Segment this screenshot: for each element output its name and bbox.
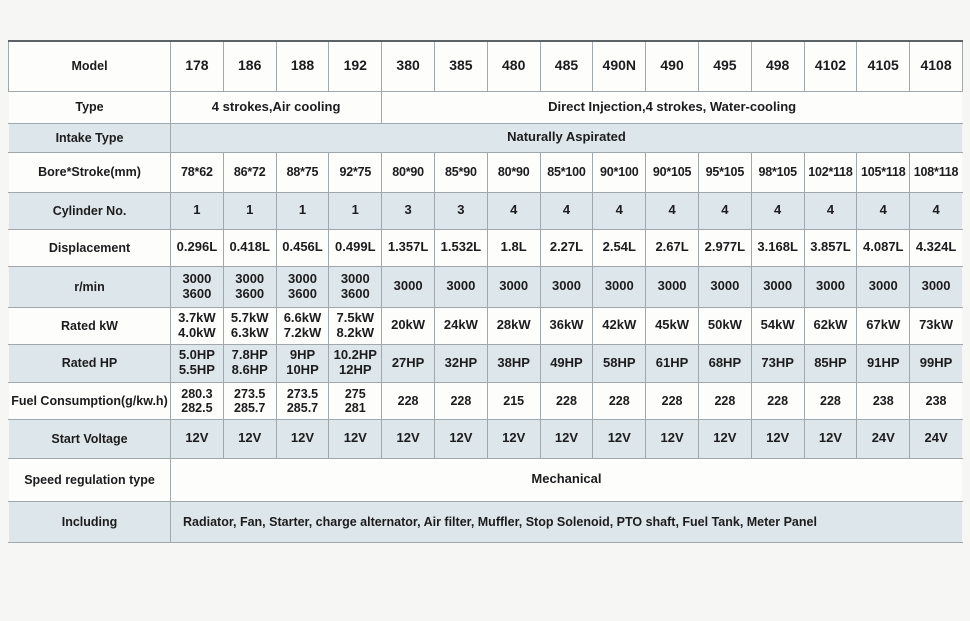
cell-start-voltage-9: 12V: [646, 419, 699, 458]
cell-model-6: 480: [487, 41, 540, 91]
row-label-speed-regulation-type: Speed regulation type: [9, 458, 171, 501]
cell-rated-hp-1: 7.8HP 8.6HP: [223, 344, 276, 382]
table-row-start-voltage: [9, 419, 963, 458]
cell-r-min-10: 3000: [698, 266, 751, 307]
cell-model-1: 186: [223, 41, 276, 91]
table-row-fuel-consumption-g-kw-h: [9, 382, 963, 419]
cell-model-12: 4102: [804, 41, 857, 91]
row-label-displacement: Displacement: [9, 229, 171, 266]
cell-start-voltage-7: 12V: [540, 419, 593, 458]
table-row-cylinder-no: [9, 192, 963, 229]
cell-bore-stroke-mm-0: 78*62: [171, 152, 224, 192]
cell-start-voltage-3: 12V: [329, 419, 382, 458]
cell-rated-kw-5: 24kW: [434, 307, 487, 344]
cell-rated-kw-0: 3.7kW 4.0kW: [171, 307, 224, 344]
cell-start-voltage-1: 12V: [223, 419, 276, 458]
cell-rated-hp-10: 68HP: [698, 344, 751, 382]
row-label-cylinder-no: Cylinder No.: [9, 192, 171, 229]
cell-fuel-consumption-g-kw-h-14: 238: [910, 382, 963, 419]
cell-fuel-consumption-g-kw-h-12: 228: [804, 382, 857, 419]
cell-rated-hp-13: 91HP: [857, 344, 910, 382]
cell-r-min-8: 3000: [593, 266, 646, 307]
cell-fuel-consumption-g-kw-h-0: 280.3 282.5: [171, 382, 224, 419]
cell-bore-stroke-mm-9: 90*105: [646, 152, 699, 192]
row-label-fuel-consumption-g-kw-h: Fuel Consumption(g/kw.h): [9, 382, 171, 419]
cell-type-1: Direct Injection,4 strokes, Water-cooling: [382, 91, 963, 123]
row-label-bore-stroke-mm: Bore*Stroke(mm): [9, 152, 171, 192]
cell-fuel-consumption-g-kw-h-1: 273.5 285.7: [223, 382, 276, 419]
cell-cylinder-no-6: 4: [487, 192, 540, 229]
cell-displacement-6: 1.8L: [487, 229, 540, 266]
cell-r-min-6: 3000: [487, 266, 540, 307]
cell-type-0: 4 strokes,Air cooling: [171, 91, 382, 123]
cell-model-10: 495: [698, 41, 751, 91]
cell-model-9: 490: [646, 41, 699, 91]
cell-cylinder-no-10: 4: [698, 192, 751, 229]
cell-fuel-consumption-g-kw-h-2: 273.5 285.7: [276, 382, 329, 419]
cell-rated-hp-3: 10.2HP 12HP: [329, 344, 382, 382]
row-label-including: Including: [9, 501, 171, 542]
cell-rated-hp-2: 9HP 10HP: [276, 344, 329, 382]
cell-model-5: 385: [434, 41, 487, 91]
cell-r-min-1: 3000 3600: [223, 266, 276, 307]
cell-model-7: 485: [540, 41, 593, 91]
cell-rated-kw-2: 6.6kW 7.2kW: [276, 307, 329, 344]
row-label-intake-type: Intake Type: [9, 123, 171, 152]
cell-cylinder-no-11: 4: [751, 192, 804, 229]
cell-displacement-9: 2.67L: [646, 229, 699, 266]
cell-bore-stroke-mm-5: 85*90: [434, 152, 487, 192]
cell-displacement-5: 1.532L: [434, 229, 487, 266]
row-label-model: Model: [9, 41, 171, 91]
cell-rated-hp-5: 32HP: [434, 344, 487, 382]
cell-r-min-5: 3000: [434, 266, 487, 307]
cell-displacement-13: 4.087L: [857, 229, 910, 266]
cell-start-voltage-13: 24V: [857, 419, 910, 458]
cell-cylinder-no-2: 1: [276, 192, 329, 229]
cell-cylinder-no-14: 4: [910, 192, 963, 229]
cell-bore-stroke-mm-1: 86*72: [223, 152, 276, 192]
cell-rated-kw-7: 36kW: [540, 307, 593, 344]
cell-model-8: 490N: [593, 41, 646, 91]
cell-rated-hp-14: 99HP: [910, 344, 963, 382]
table-row-type: [9, 91, 963, 123]
cell-start-voltage-4: 12V: [382, 419, 435, 458]
cell-start-voltage-10: 12V: [698, 419, 751, 458]
cell-rated-kw-3: 7.5kW 8.2kW: [329, 307, 382, 344]
table-row-model: [9, 41, 963, 91]
cell-bore-stroke-mm-6: 80*90: [487, 152, 540, 192]
cell-cylinder-no-0: 1: [171, 192, 224, 229]
table-row-rated-kw: [9, 307, 963, 344]
cell-start-voltage-8: 12V: [593, 419, 646, 458]
cell-r-min-9: 3000: [646, 266, 699, 307]
cell-displacement-14: 4.324L: [910, 229, 963, 266]
cell-rated-kw-13: 67kW: [857, 307, 910, 344]
cell-displacement-1: 0.418L: [223, 229, 276, 266]
cell-rated-kw-11: 54kW: [751, 307, 804, 344]
table-row-including: [9, 501, 963, 542]
cell-bore-stroke-mm-3: 92*75: [329, 152, 382, 192]
cell-model-3: 192: [329, 41, 382, 91]
cell-displacement-8: 2.54L: [593, 229, 646, 266]
cell-bore-stroke-mm-2: 88*75: [276, 152, 329, 192]
cell-rated-hp-9: 61HP: [646, 344, 699, 382]
cell-displacement-12: 3.857L: [804, 229, 857, 266]
cell-rated-kw-8: 42kW: [593, 307, 646, 344]
cell-displacement-0: 0.296L: [171, 229, 224, 266]
cell-fuel-consumption-g-kw-h-3: 275 281: [329, 382, 382, 419]
cell-intake-type-0: Naturally Aspirated: [171, 123, 963, 152]
cell-fuel-consumption-g-kw-h-6: 215: [487, 382, 540, 419]
cell-cylinder-no-1: 1: [223, 192, 276, 229]
cell-rated-hp-11: 73HP: [751, 344, 804, 382]
cell-model-4: 380: [382, 41, 435, 91]
cell-r-min-7: 3000: [540, 266, 593, 307]
cell-rated-kw-14: 73kW: [910, 307, 963, 344]
cell-r-min-14: 3000: [910, 266, 963, 307]
cell-r-min-0: 3000 3600: [171, 266, 224, 307]
engine-spec-table: [8, 40, 963, 543]
cell-cylinder-no-9: 4: [646, 192, 699, 229]
table-row-speed-regulation-type: [9, 458, 963, 501]
cell-displacement-10: 2.977L: [698, 229, 751, 266]
cell-r-min-4: 3000: [382, 266, 435, 307]
cell-start-voltage-11: 12V: [751, 419, 804, 458]
cell-bore-stroke-mm-13: 105*118: [857, 152, 910, 192]
cell-displacement-7: 2.27L: [540, 229, 593, 266]
cell-start-voltage-0: 12V: [171, 419, 224, 458]
cell-bore-stroke-mm-10: 95*105: [698, 152, 751, 192]
cell-displacement-11: 3.168L: [751, 229, 804, 266]
row-label-start-voltage: Start Voltage: [9, 419, 171, 458]
cell-fuel-consumption-g-kw-h-7: 228: [540, 382, 593, 419]
cell-cylinder-no-4: 3: [382, 192, 435, 229]
table-row-r-min: [9, 266, 963, 307]
cell-model-14: 4108: [910, 41, 963, 91]
cell-displacement-2: 0.456L: [276, 229, 329, 266]
cell-bore-stroke-mm-11: 98*105: [751, 152, 804, 192]
cell-cylinder-no-7: 4: [540, 192, 593, 229]
cell-fuel-consumption-g-kw-h-8: 228: [593, 382, 646, 419]
cell-r-min-13: 3000: [857, 266, 910, 307]
cell-cylinder-no-13: 4: [857, 192, 910, 229]
cell-fuel-consumption-g-kw-h-11: 228: [751, 382, 804, 419]
cell-including-0: Radiator, Fan, Starter, charge alternator, Air filter, Muffler, Stop Solenoid, PTO shaft, Fuel Tank, Meter Panel: [171, 501, 963, 542]
cell-fuel-consumption-g-kw-h-13: 238: [857, 382, 910, 419]
cell-rated-kw-1: 5.7kW 6.3kW: [223, 307, 276, 344]
cell-rated-kw-12: 62kW: [804, 307, 857, 344]
cell-model-13: 4105: [857, 41, 910, 91]
cell-r-min-3: 3000 3600: [329, 266, 382, 307]
row-label-r-min: r/min: [9, 266, 171, 307]
cell-fuel-consumption-g-kw-h-10: 228: [698, 382, 751, 419]
table-row-bore-stroke-mm: [9, 152, 963, 192]
cell-rated-kw-10: 50kW: [698, 307, 751, 344]
cell-displacement-3: 0.499L: [329, 229, 382, 266]
cell-cylinder-no-8: 4: [593, 192, 646, 229]
cell-start-voltage-12: 12V: [804, 419, 857, 458]
cell-rated-hp-0: 5.0HP 5.5HP: [171, 344, 224, 382]
row-label-rated-hp: Rated HP: [9, 344, 171, 382]
cell-bore-stroke-mm-7: 85*100: [540, 152, 593, 192]
table-row-displacement: [9, 229, 963, 266]
cell-fuel-consumption-g-kw-h-9: 228: [646, 382, 699, 419]
cell-rated-hp-8: 58HP: [593, 344, 646, 382]
cell-model-2: 188: [276, 41, 329, 91]
cell-bore-stroke-mm-12: 102*118: [804, 152, 857, 192]
cell-cylinder-no-3: 1: [329, 192, 382, 229]
row-label-type: Type: [9, 91, 171, 123]
table-row-rated-hp: [9, 344, 963, 382]
cell-start-voltage-2: 12V: [276, 419, 329, 458]
cell-bore-stroke-mm-8: 90*100: [593, 152, 646, 192]
cell-rated-hp-6: 38HP: [487, 344, 540, 382]
table-row-intake-type: [9, 123, 963, 152]
cell-start-voltage-5: 12V: [434, 419, 487, 458]
cell-r-min-2: 3000 3600: [276, 266, 329, 307]
cell-bore-stroke-mm-14: 108*118: [910, 152, 963, 192]
cell-r-min-12: 3000: [804, 266, 857, 307]
cell-start-voltage-6: 12V: [487, 419, 540, 458]
cell-cylinder-no-12: 4: [804, 192, 857, 229]
cell-rated-kw-4: 20kW: [382, 307, 435, 344]
cell-rated-kw-9: 45kW: [646, 307, 699, 344]
cell-start-voltage-14: 24V: [910, 419, 963, 458]
cell-displacement-4: 1.357L: [382, 229, 435, 266]
cell-model-11: 498: [751, 41, 804, 91]
cell-model-0: 178: [171, 41, 224, 91]
cell-rated-hp-12: 85HP: [804, 344, 857, 382]
cell-fuel-consumption-g-kw-h-4: 228: [382, 382, 435, 419]
row-label-rated-kw: Rated kW: [9, 307, 171, 344]
cell-fuel-consumption-g-kw-h-5: 228: [434, 382, 487, 419]
cell-bore-stroke-mm-4: 80*90: [382, 152, 435, 192]
cell-speed-regulation-type-0: Mechanical: [171, 458, 963, 501]
cell-rated-hp-4: 27HP: [382, 344, 435, 382]
cell-rated-hp-7: 49HP: [540, 344, 593, 382]
cell-r-min-11: 3000: [751, 266, 804, 307]
cell-rated-kw-6: 28kW: [487, 307, 540, 344]
cell-cylinder-no-5: 3: [434, 192, 487, 229]
